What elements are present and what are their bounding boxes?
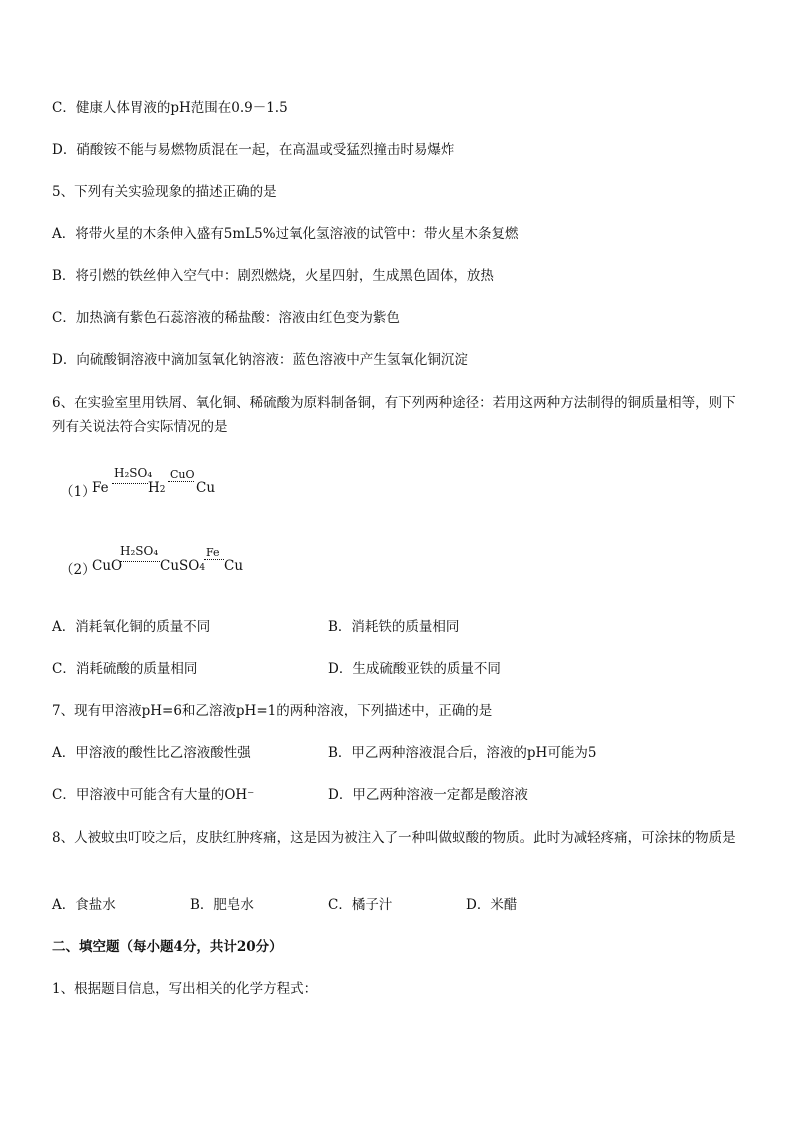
q7-option-c: C．甲溶液中可能含有大量的OH⁻	[52, 787, 255, 803]
route2-label: （2）	[60, 562, 96, 578]
q5-option-d: D．向硫酸铜溶液中滴加氢氧化钠溶液：蓝色溶液中产生氢氧化铜沉淀	[52, 352, 468, 368]
route1-label: （1）	[60, 484, 96, 500]
q8-option-b: B．肥皂水	[190, 897, 254, 913]
q7-stem: 7、现有甲溶液pH=6和乙溶液pH=1的两种溶液，下列描述中，正确的是	[52, 703, 493, 719]
route2-mid-sub: 4	[199, 563, 206, 573]
q6-stem: 6、在实验室里用铁屑、氧化铜、稀硫酸为原料制备铜，有下列两种途径：若用这两种方法制得的铜质量相等，则下列有关说法符合实际情况的是	[52, 395, 736, 435]
route1-arrow1	[112, 483, 148, 484]
route1-reagent2: CuO	[170, 468, 195, 481]
route1-mid	[148, 480, 166, 496]
q6-route-1	[60, 466, 300, 506]
q5-stem: 5、下列有关实验现象的描述正确的是	[52, 184, 277, 200]
route2-arrow1	[120, 561, 160, 562]
route2-reagent1: H₂SO₄	[120, 544, 159, 558]
q8-option-a: A．食盐水	[52, 897, 116, 913]
q7-option-d: D．甲乙两种溶液一定都是酸溶液	[328, 787, 528, 803]
q8-option-d: D．米醋	[466, 897, 518, 913]
q8-stem: 8、人被蚊虫叮咬之后，皮肤红肿疼痛，这是因为被注入了一种叫做蚁酸的物质。此时为减轻疼痛，可涂抹的物质是	[52, 830, 736, 846]
q5-option-c: C．加热滴有紫色石蕊溶液的稀盐酸：溶液由红色变为紫色	[52, 310, 400, 326]
q7-option-a: A．甲溶液的酸性比乙溶液酸性强	[52, 745, 251, 761]
route2-end: Cu	[224, 558, 244, 574]
q5-option-a: A．将带火星的木条伸入盛有5mL5%过氧化氢溶液的试管中：带火星木条复燃	[52, 226, 519, 242]
q6-option-a: A．消耗氧化铜的质量不同	[52, 619, 211, 635]
route1-mid-sub: 2	[159, 485, 166, 495]
q5-option-b: B．将引燃的铁丝伸入空气中：剧烈燃烧，火星四射，生成黑色固体，放热	[52, 268, 494, 284]
route1-reagent1: H₂SO₄	[114, 466, 153, 480]
q7-option-b: B．甲乙两种溶液混合后，溶液的pH可能为5	[328, 745, 597, 761]
q6-option-c: C．消耗硫酸的质量相同	[52, 661, 198, 677]
q6-option-d: D．生成硫酸亚铁的质量不同	[328, 661, 501, 677]
route2-mid	[160, 558, 205, 574]
q4-option-c: C．健康人体胃液的pH范围在0.9－1.5	[52, 100, 288, 116]
route1-arrow2	[168, 481, 194, 482]
section-2-title: 二、填空题（每小题4分，共计20分）	[52, 939, 283, 955]
route2-arrow2	[204, 559, 224, 560]
route1-mid-text: H	[148, 480, 160, 496]
route2-mid-text: CuSO	[160, 558, 200, 574]
q6-option-b: B．消耗铁的质量相同	[328, 619, 460, 635]
route1-end: Cu	[196, 480, 216, 496]
q4-option-d: D．硝酸铵不能与易燃物质混在一起，在高温或受猛烈撞击时易爆炸	[52, 142, 455, 158]
route1-start: Fe	[92, 480, 109, 496]
route2-start: CuO	[92, 558, 123, 574]
q8-option-c: C．橘子汁	[328, 897, 393, 913]
route2-reagent2: Fe	[206, 546, 220, 559]
q6-route-2	[60, 544, 320, 584]
section-2-q1: 1、根据题目信息，写出相关的化学方程式：	[52, 981, 318, 997]
